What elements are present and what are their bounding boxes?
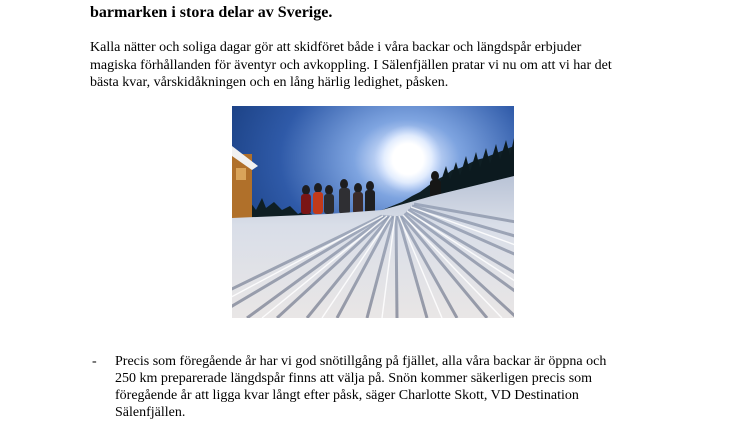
body-paragraph	[90, 39, 670, 92]
bullet-line-1: Precis som föregående år har vi god snötillgång på fjället, alla våra backar är öppna och	[115, 354, 607, 369]
ski-slope-photo	[232, 106, 514, 318]
paragraph-line-1: Kalla nätter och soliga dagar gör att skidföret både i våra backar och längdspår erbjuder	[90, 40, 582, 55]
section-heading: barmarken i stora delar av Sverige.	[90, 4, 333, 21]
paragraph-line-2: magiska förhållanden för äventyr och avkoppling. I Sälenfjällen pratar vi nu om att vi har det	[90, 57, 612, 73]
bullet-line-3: föregående år att ligga kvar långt efter påsk, säger Charlotte Skott, VD Destination	[115, 388, 579, 403]
bullet-marker: -	[92, 354, 97, 369]
bullet-line-2: 250 km preparerade längdspår finns att välja på. Snön kommer säkerligen precis som	[115, 371, 593, 386]
cabin-window	[236, 168, 246, 180]
paragraph-line-3: bästa kvar, vårskidåkningen och en lång härlig ledighet, påsken.	[90, 75, 449, 90]
bullet-line-4: Sälenfjällen.	[115, 405, 186, 420]
bullet-item-text	[115, 353, 675, 421]
